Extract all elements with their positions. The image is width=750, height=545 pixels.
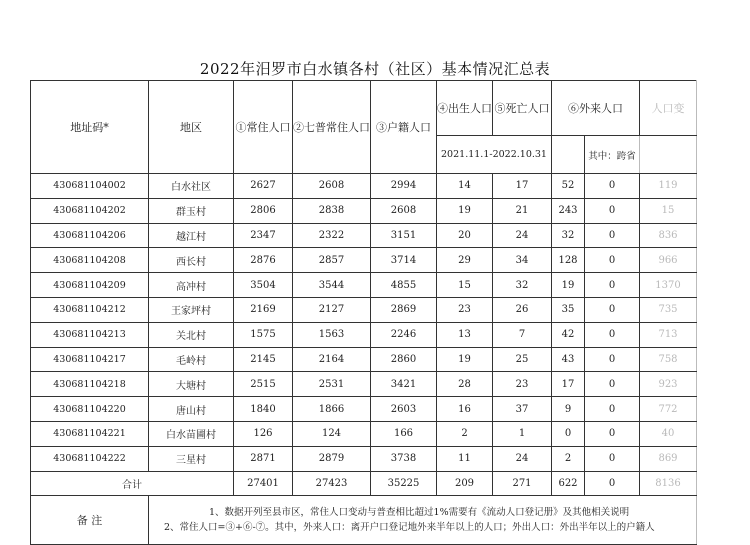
cell-registered: 2608 bbox=[371, 198, 437, 223]
cell-deaths: 17 bbox=[493, 174, 552, 199]
header-area: 地区 bbox=[149, 81, 234, 174]
cell-migrants: 42 bbox=[552, 322, 585, 347]
cell-cross: 0 bbox=[585, 297, 640, 322]
cell-migrants: 9 bbox=[552, 397, 585, 422]
cell-deaths: 37 bbox=[493, 397, 552, 422]
cell-cross: 0 bbox=[585, 421, 640, 446]
table-row bbox=[31, 297, 697, 322]
cell-code: 430681104209 bbox=[31, 273, 149, 298]
header-births: ④出生人口 bbox=[437, 81, 493, 136]
cell-deaths: 26 bbox=[493, 297, 552, 322]
cell-births: 16 bbox=[437, 397, 493, 422]
cell-area: 白水苗圃村 bbox=[149, 421, 234, 446]
cell-migrants: 128 bbox=[552, 248, 585, 273]
page-title: 2022年汨罗市白水镇各村（社区）基本情况汇总表 bbox=[199, 60, 551, 78]
notes-line-1: 1、数据开列至县市区，常住人口变动与普查相比超过1%需要有《流动人口登记册》及其他相关说明 bbox=[209, 507, 630, 519]
cell-area: 高冲村 bbox=[149, 273, 234, 298]
cell-area: 西长村 bbox=[149, 248, 234, 273]
cell-area: 白水社区 bbox=[149, 174, 234, 199]
total-births: 209 bbox=[437, 471, 493, 496]
cell-code: 430681104221 bbox=[31, 421, 149, 446]
cell-last: 1370 bbox=[640, 273, 697, 298]
total-migrants: 622 bbox=[552, 471, 585, 496]
total-resident: 27401 bbox=[234, 471, 293, 496]
scan-fade-edge bbox=[710, 80, 750, 520]
cell-registered: 2603 bbox=[371, 397, 437, 422]
cell-cross: 0 bbox=[585, 372, 640, 397]
cell-births: 13 bbox=[437, 322, 493, 347]
cell-census7: 1563 bbox=[293, 322, 371, 347]
cell-last: 119 bbox=[640, 174, 697, 199]
cell-cross: 0 bbox=[585, 347, 640, 372]
cell-deaths: 7 bbox=[493, 322, 552, 347]
cell-resident: 2627 bbox=[234, 174, 293, 199]
cell-cross: 0 bbox=[585, 223, 640, 248]
cell-migrants: 52 bbox=[552, 174, 585, 199]
table-row bbox=[31, 223, 697, 248]
cell-resident: 2515 bbox=[234, 372, 293, 397]
cell-registered: 3714 bbox=[371, 248, 437, 273]
cell-census7: 124 bbox=[293, 421, 371, 446]
cell-births: 14 bbox=[437, 174, 493, 199]
header-registered: ③户籍人口 bbox=[371, 81, 437, 174]
cell-last: 40 bbox=[640, 421, 697, 446]
cell-resident: 1575 bbox=[234, 322, 293, 347]
cell-census7: 3544 bbox=[293, 273, 371, 298]
table-row bbox=[31, 372, 697, 397]
cell-cross: 0 bbox=[585, 248, 640, 273]
cell-births: 29 bbox=[437, 248, 493, 273]
cell-census7: 2322 bbox=[293, 223, 371, 248]
cell-migrants: 19 bbox=[552, 273, 585, 298]
summary-table bbox=[30, 80, 697, 545]
header-migrants: ⑥外来人口 bbox=[552, 81, 640, 136]
cell-last: 966 bbox=[640, 248, 697, 273]
total-label: 合计 bbox=[31, 471, 234, 496]
cell-census7: 2531 bbox=[293, 372, 371, 397]
cell-registered: 3151 bbox=[371, 223, 437, 248]
cell-migrants: 17 bbox=[552, 372, 585, 397]
cell-area: 三星村 bbox=[149, 446, 234, 471]
cell-deaths: 23 bbox=[493, 372, 552, 397]
cell-births: 2 bbox=[437, 421, 493, 446]
header-resident: ①常住人口 bbox=[234, 81, 293, 174]
cell-census7: 2608 bbox=[293, 174, 371, 199]
header-migrant-sub: 其中：跨省 bbox=[585, 136, 640, 174]
notes-label: 备 注 bbox=[31, 496, 149, 545]
total-cross: 0 bbox=[585, 471, 640, 496]
total-last: 8136 bbox=[640, 471, 697, 496]
cell-registered: 2869 bbox=[371, 297, 437, 322]
cell-births: 11 bbox=[437, 446, 493, 471]
cell-area: 大塘村 bbox=[149, 372, 234, 397]
cell-census7: 2127 bbox=[293, 297, 371, 322]
cell-area: 群玉村 bbox=[149, 198, 234, 223]
cell-registered: 2246 bbox=[371, 322, 437, 347]
cell-registered: 2994 bbox=[371, 174, 437, 199]
cell-area: 唐山村 bbox=[149, 397, 234, 422]
cell-resident: 2806 bbox=[234, 198, 293, 223]
cell-last: 869 bbox=[640, 446, 697, 471]
cell-deaths: 24 bbox=[493, 223, 552, 248]
cell-registered: 2860 bbox=[371, 347, 437, 372]
table-row bbox=[31, 446, 697, 471]
cell-cross: 0 bbox=[585, 273, 640, 298]
cell-area: 王家坪村 bbox=[149, 297, 234, 322]
table-row bbox=[31, 273, 697, 298]
cell-cross: 0 bbox=[585, 397, 640, 422]
cell-migrants: 243 bbox=[552, 198, 585, 223]
cell-resident: 2876 bbox=[234, 248, 293, 273]
total-deaths: 271 bbox=[493, 471, 552, 496]
table-row bbox=[31, 322, 697, 347]
cell-migrants: 0 bbox=[552, 421, 585, 446]
cell-code: 430681104222 bbox=[31, 446, 149, 471]
cell-code: 430681104202 bbox=[31, 198, 149, 223]
cell-census7: 2838 bbox=[293, 198, 371, 223]
cell-code: 430681104002 bbox=[31, 174, 149, 199]
cell-births: 20 bbox=[437, 223, 493, 248]
cell-resident: 2169 bbox=[234, 297, 293, 322]
cell-births: 15 bbox=[437, 273, 493, 298]
table-row bbox=[31, 248, 697, 273]
cell-last: 713 bbox=[640, 322, 697, 347]
cell-resident: 2871 bbox=[234, 446, 293, 471]
cell-registered: 3421 bbox=[371, 372, 437, 397]
notes-line-2: 2、常住人口=③+⑥-⑦。其中，外来人口：离开户口登记地外来半年以上的人口；外出人口：外出半年以上的户籍人 bbox=[164, 522, 655, 534]
cell-migrants: 35 bbox=[552, 297, 585, 322]
cell-area: 毛岭村 bbox=[149, 347, 234, 372]
table-body bbox=[31, 174, 697, 472]
cell-migrants: 43 bbox=[552, 347, 585, 372]
table-row bbox=[31, 397, 697, 422]
header-deaths: ⑤死亡人口 bbox=[493, 81, 552, 136]
cell-census7: 2164 bbox=[293, 347, 371, 372]
cell-deaths: 34 bbox=[493, 248, 552, 273]
cell-code: 430681104208 bbox=[31, 248, 149, 273]
cell-deaths: 1 bbox=[493, 421, 552, 446]
table-row bbox=[31, 347, 697, 372]
cell-cross: 0 bbox=[585, 322, 640, 347]
cell-last: 735 bbox=[640, 297, 697, 322]
cell-resident: 126 bbox=[234, 421, 293, 446]
table-footer bbox=[31, 471, 697, 545]
cell-code: 430681104213 bbox=[31, 322, 149, 347]
header-migrant-blank bbox=[552, 136, 585, 174]
cell-births: 19 bbox=[437, 347, 493, 372]
cell-code: 430681104220 bbox=[31, 397, 149, 422]
table-row bbox=[31, 198, 697, 223]
cell-registered: 3738 bbox=[371, 446, 437, 471]
cell-cross: 0 bbox=[585, 174, 640, 199]
table-header bbox=[31, 81, 697, 174]
cell-resident: 2347 bbox=[234, 223, 293, 248]
cell-area: 越江村 bbox=[149, 223, 234, 248]
header-code: 地址码* bbox=[31, 81, 149, 174]
cell-last: 15 bbox=[640, 198, 697, 223]
table-row bbox=[31, 421, 697, 446]
cell-last: 923 bbox=[640, 372, 697, 397]
cell-census7: 2857 bbox=[293, 248, 371, 273]
cell-last: 836 bbox=[640, 223, 697, 248]
cell-census7: 1866 bbox=[293, 397, 371, 422]
cell-resident: 1840 bbox=[234, 397, 293, 422]
cell-registered: 166 bbox=[371, 421, 437, 446]
total-census7: 27423 bbox=[293, 471, 371, 496]
notes-content bbox=[149, 496, 697, 545]
cell-resident: 3504 bbox=[234, 273, 293, 298]
cell-deaths: 32 bbox=[493, 273, 552, 298]
cell-last: 772 bbox=[640, 397, 697, 422]
header-period: 2021.11.1-2022.10.31 bbox=[437, 136, 552, 174]
cell-births: 28 bbox=[437, 372, 493, 397]
cell-births: 19 bbox=[437, 198, 493, 223]
cell-deaths: 24 bbox=[493, 446, 552, 471]
header-col10: 人口变 bbox=[640, 81, 697, 136]
cell-code: 430681104218 bbox=[31, 372, 149, 397]
cell-last: 758 bbox=[640, 347, 697, 372]
cell-migrants: 32 bbox=[552, 223, 585, 248]
cell-deaths: 25 bbox=[493, 347, 552, 372]
cell-resident: 2145 bbox=[234, 347, 293, 372]
cell-births: 23 bbox=[437, 297, 493, 322]
cell-census7: 2879 bbox=[293, 446, 371, 471]
header-census7: ②七普常住人口 bbox=[293, 81, 371, 174]
cell-registered: 4855 bbox=[371, 273, 437, 298]
header-col10-blank bbox=[640, 136, 697, 174]
cell-cross: 0 bbox=[585, 198, 640, 223]
cell-cross: 0 bbox=[585, 446, 640, 471]
cell-code: 430681104217 bbox=[31, 347, 149, 372]
cell-code: 430681104206 bbox=[31, 223, 149, 248]
cell-deaths: 21 bbox=[493, 198, 552, 223]
cell-migrants: 2 bbox=[552, 446, 585, 471]
total-registered: 35225 bbox=[371, 471, 437, 496]
cell-area: 关北村 bbox=[149, 322, 234, 347]
table-row bbox=[31, 174, 697, 199]
cell-code: 430681104212 bbox=[31, 297, 149, 322]
